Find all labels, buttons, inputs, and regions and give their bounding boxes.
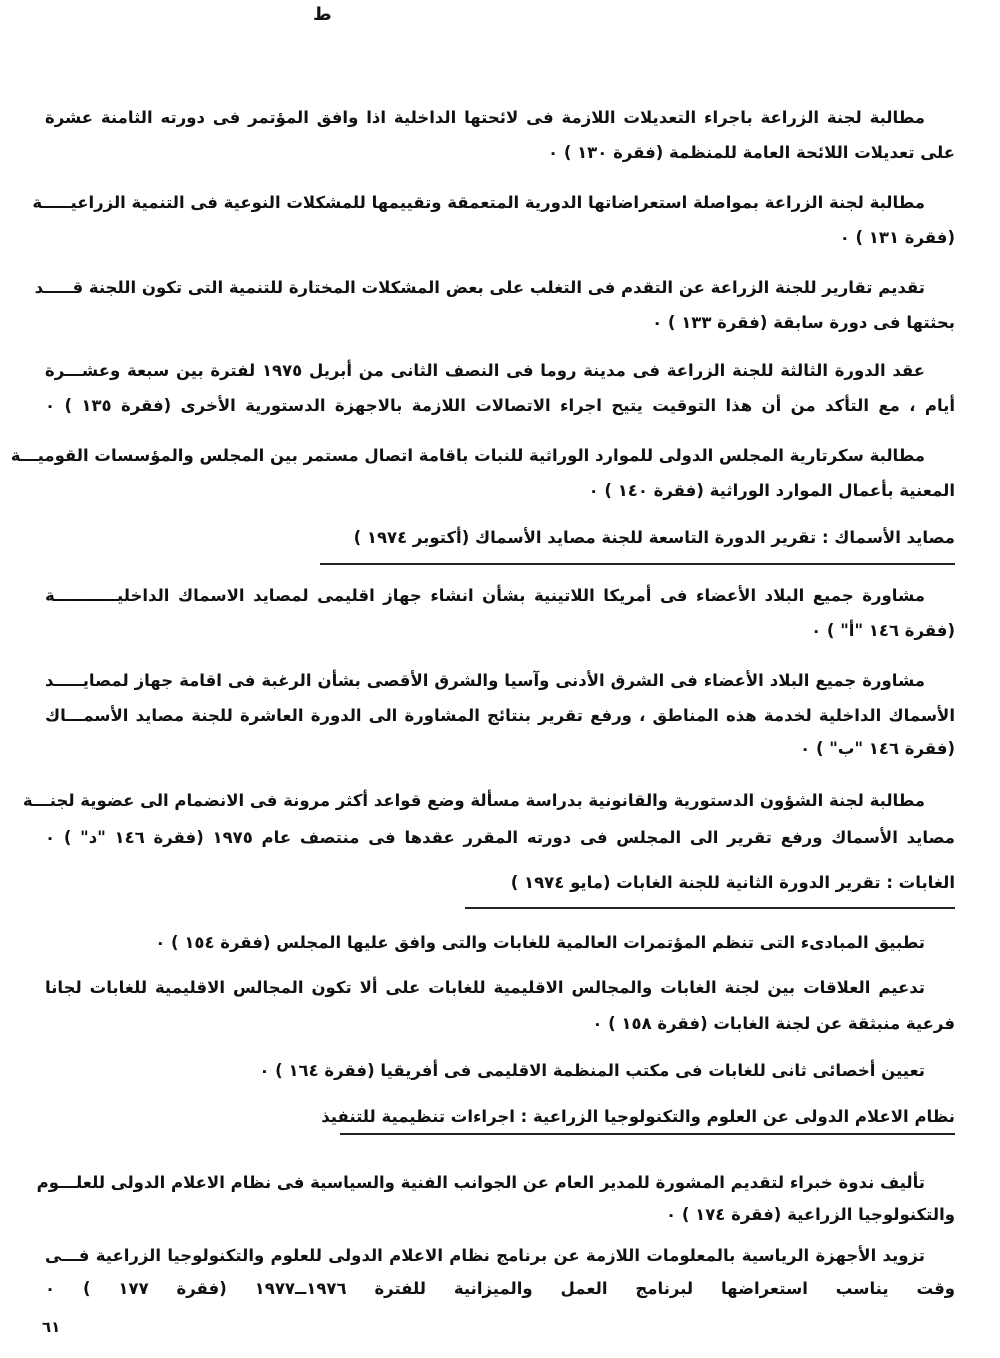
paragraph-line: مطالبة لجنة الزراعة باجراء التعديلات اللازمة فى لائحتها الداخلية اذا وافق المؤتمر فى دورته الثامنة عشرة xyxy=(45,108,925,127)
page-header-mark: ط xyxy=(313,4,332,25)
paragraph-line: مشاورة جميع البلاد الأعضاء فى أمريكا اللاتينية بشأن انشاء جهاز اقليمى لمصايد الاسماك الداخليـــــــــــة xyxy=(45,586,925,605)
paragraph-line: فرعية منبثقة عن لجنة الغابات (فقرة ١٥٨ ) ٠ xyxy=(592,1014,955,1033)
section-heading-agris: نظام الاعلام الدولى عن العلوم والتكنولوجيا الزراعية : اجراءات تنظيمية للتنفيذ xyxy=(321,1107,955,1126)
paragraph-line: بحثتها فى دورة سابقة (فقرة ١٣٣ ) ٠ xyxy=(652,313,955,332)
paragraph-line: تدعيم العلاقات بين لجنة الغابات والمجالس الاقليمية للغابات على ألا تكون المجالس الاقليمية للغابات لجانا xyxy=(45,978,925,997)
paragraph-line: تقديم تقارير للجنة الزراعة عن التقدم فى التغلب على بعض المشكلات المختارة للتنمية التى تكون اللجنة قـــــد xyxy=(34,278,925,297)
section-heading-fisheries: مصايد الأسماك : تقرير الدورة التاسعة للجنة مصايد الأسماك (أكتوبر ١٩٧٤ ) xyxy=(353,528,955,547)
paragraph-line: مطالبة سكرتارية المجلس الدولى للموارد الوراثية للنبات باقامة اتصال مستمر بين المجلس والمؤسسات القوميـــة xyxy=(10,446,925,465)
section-heading-forestry: الغابات : تقرير الدورة الثانية للجنة الغابات (مايو ١٩٧٤ ) xyxy=(510,873,955,892)
paragraph-line: مطالبة لجنة الشؤون الدستورية والقانونية بدراسة مسألة وضع قواعد أكثر مرونة فى الانضمام الى عضوية لجنـــة xyxy=(22,791,925,810)
paragraph-line: مطالبة لجنة الزراعة بمواصلة استعراضاتها الدورية المتعمقة وتقييمها للمشكلات النوعية فى التنمية الزراعيـــــة xyxy=(32,193,925,212)
page-number: ٦١ xyxy=(42,1318,61,1336)
paragraph-line: مصايد الأسماك ورفع تقرير الى المجلس فى دورته المقرر عقدها فى منتصف عام ١٩٧٥ (فقرة ١٤٦ "د" ) ٠ xyxy=(45,828,956,847)
paragraph-line: (فقرة ١٤٦ "أ" ) ٠ xyxy=(811,621,955,640)
paragraph-line: تعيين أخصائى ثانى للغابات فى مكتب المنظمة الاقليمى فى أفريقيا (فقرة ١٦٤ ) ٠ xyxy=(259,1061,925,1080)
paragraph-line: تأليف ندوة خبراء لتقديم المشورة للمدير العام عن الجوانب الفنية والسياسية فى نظام الاعلام الدولى للعلـــوم xyxy=(36,1173,925,1192)
heading-underline xyxy=(465,907,955,909)
paragraph-line: (فقرة ١٤٦ "ب" ) ٠ xyxy=(800,739,955,758)
paragraph-line: المعنية بأعمال الموارد الوراثية (فقرة ١٤٠ ) ٠ xyxy=(588,481,955,500)
paragraph-line: الأسماك الداخلية لخدمة هذه المناطق ، ورفع تقرير بنتائج المشاورة الى الدورة العاشرة للجنة مصايد الأسمـــاك xyxy=(45,706,955,725)
paragraph-line: والتكنولوجيا الزراعية (فقرة ١٧٤ ) ٠ xyxy=(666,1205,955,1224)
paragraph-line: مشاورة جميع البلاد الأعضاء فى الشرق الأدنى وآسيا والشرق الأقصى بشأن الرغبة فى اقامة جهاز لمصايـــــد xyxy=(45,671,925,690)
paragraph-line: أيام ، مع التأكد من أن هذا التوقيت يتيح اجراء الاتصالات اللازمة بالاجهزة الدستورية الأخرى (فقرة ١٣٥ ) ٠ xyxy=(45,396,956,415)
paragraph-line: (فقرة ١٣١ ) ٠ xyxy=(839,228,955,247)
paragraph-line: على تعديلات اللائحة العامة للمنظمة (فقرة ١٣٠ ) ٠ xyxy=(548,143,955,162)
heading-underline xyxy=(340,1133,955,1135)
paragraph-line: تزويد الأجهزة الرياسية بالمعلومات اللازمة عن برنامج نظام الاعلام الدولى للعلوم والتكنولوجيا الزراعية فـــى xyxy=(45,1246,925,1265)
paragraph-line: عقد الدورة الثالثة للجنة الزراعة فى مدينة روما فى النصف الثانى من أبريل ١٩٧٥ لفترة بين سبعة وعشـــرة xyxy=(45,361,926,380)
paragraph-line: تطبيق المبادىء التى تنظم المؤتمرات العالمية للغابات والتى وافق عليها المجلس (فقرة ١٥٤ ) ٠ xyxy=(155,933,925,952)
paragraph-line: وقت يناسب استعراضها لبرنامج العمل والميزانية للفترة ١٩٧٦ــ١٩٧٧ (فقرة ١٧٧ ) ٠ xyxy=(45,1279,956,1298)
heading-underline xyxy=(320,563,955,565)
